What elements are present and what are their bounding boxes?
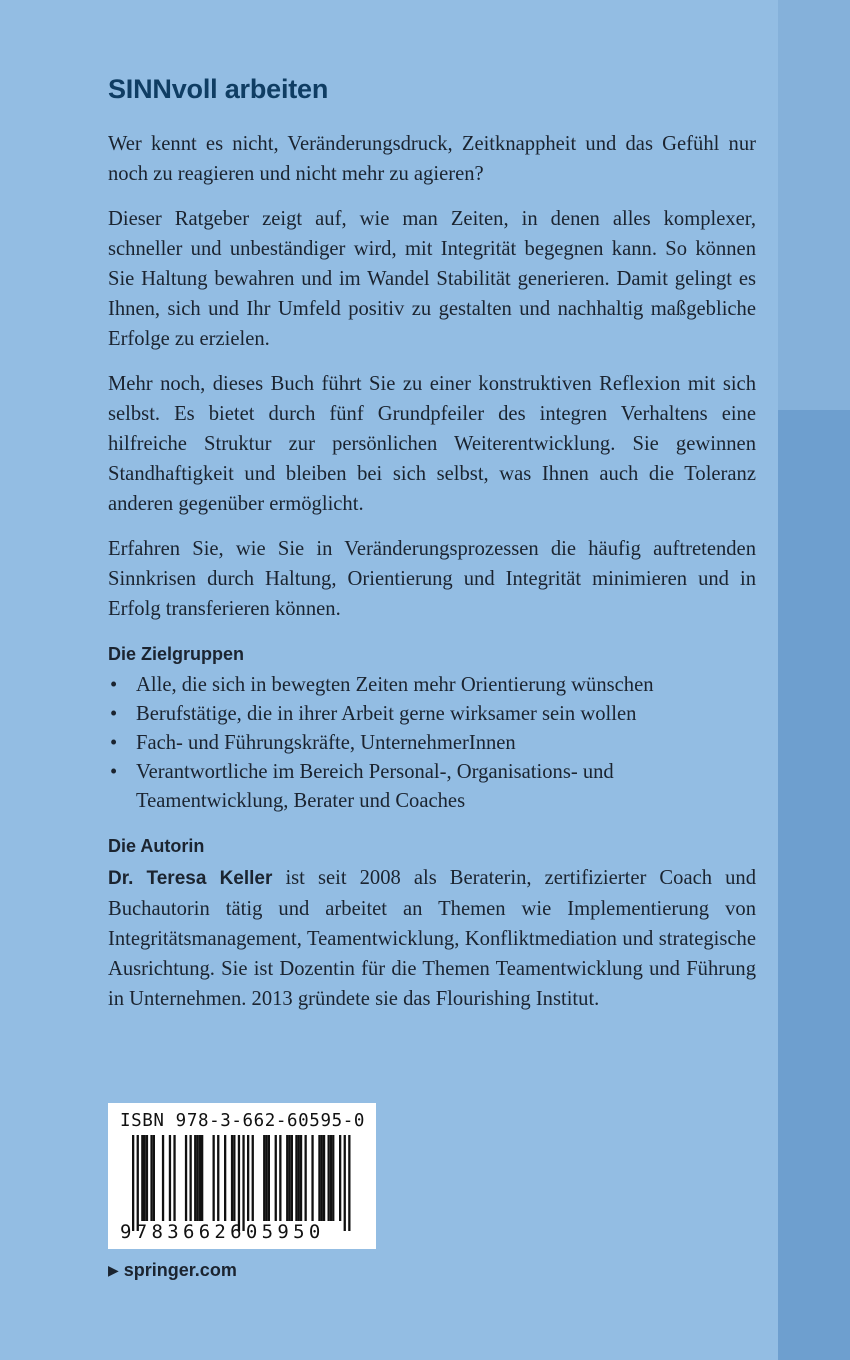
triangle-right-icon: ▶ (108, 1262, 119, 1278)
barcode-bar (265, 1135, 267, 1221)
barcode-bar (286, 1135, 288, 1221)
list-item: • Berufstätige, die in ihrer Arbeit gerne wirksamer sein wollen (108, 700, 756, 729)
bullet-icon: • (110, 674, 118, 696)
barcode-bar (311, 1135, 313, 1221)
barcode-bar (339, 1135, 341, 1221)
barcode-bar (199, 1135, 201, 1221)
barcode-bar (252, 1135, 254, 1221)
barcode-bar (141, 1135, 143, 1221)
barcode-bar (247, 1135, 249, 1221)
barcode-bar (305, 1135, 307, 1221)
barcode-bar (291, 1135, 293, 1221)
barcode-bar (153, 1135, 155, 1221)
barcode-bar (185, 1135, 187, 1221)
barcode-bar (268, 1135, 270, 1221)
list-item: • Verantwortliche im Bereich Personal-, Organisations- und Teamentwicklung, Berater und Coaches (108, 758, 756, 816)
barcode-bar (169, 1135, 171, 1221)
blurb-paragraph-3: Mehr noch, dieses Buch führt Sie zu einer konstruktiven Reflexion mit sich selbst. Es bietet durch fünf Grundpfeiler des integren Verhaltens eine hilfreiche Struktur zur persönlichen Weiterentwicklung. Sie gewinnen Standhaftigkeit und bleiben bei sich selbst, was Ihnen auch die Toleranz anderen gegenüber ermöglicht. (108, 373, 756, 515)
target-groups-heading: Die Zielgruppen (108, 644, 245, 664)
author-bio-text: ist seit 2008 als Beraterin, zertifizierter Coach und Buchautorin tätig und arbeitet an Themen wie Implementierung von Integritätsmanagement, Teamentwicklung, Konfliktmediation und strategische Ausrichtung. Sie ist Dozentin für die Themen Teamentwicklung und Führung in Unternehmen. 2013 gründete sie das Flourishing Institut. (108, 867, 756, 1010)
barcode-bar (194, 1135, 196, 1221)
bullet-icon: • (110, 732, 118, 754)
barcode-bar (332, 1135, 334, 1221)
author-heading: Die Autorin (108, 836, 205, 856)
barcode-bar (323, 1135, 325, 1221)
barcode-bar (162, 1135, 164, 1221)
barcode-bar (295, 1135, 297, 1221)
barcode-bar (224, 1135, 226, 1221)
barcode-bar (201, 1135, 203, 1221)
barcode-bar (173, 1135, 175, 1221)
barcode-bar (330, 1135, 332, 1221)
bullet-icon: • (110, 761, 118, 783)
barcode-bar (150, 1135, 152, 1221)
spine-strip-lower (778, 410, 850, 1360)
barcode-bar (238, 1135, 240, 1231)
barcode-bar (348, 1135, 350, 1231)
barcode-bar (279, 1135, 281, 1221)
barcode-bar (233, 1135, 235, 1221)
barcode-bar (300, 1135, 302, 1221)
bullet-icon: • (110, 703, 118, 725)
barcode-bar (318, 1135, 320, 1221)
barcode-bar (288, 1135, 290, 1221)
barcode-bar (146, 1135, 148, 1221)
author-bio (108, 863, 756, 1014)
isbn-label: ISBN 978-3-662-60595-0 (120, 1111, 365, 1131)
blurb-paragraph-1: Wer kennt es nicht, Veränderungsdruck, Zeitknappheit und das Gefühl nur noch zu reagieren und nicht mehr zu agieren? (108, 133, 756, 185)
barcode-bar (263, 1135, 265, 1221)
target-groups-list (108, 671, 756, 816)
barcode-bar (231, 1135, 233, 1221)
barcode-bar (275, 1135, 277, 1221)
barcode-bar (217, 1135, 219, 1221)
barcode-bar (144, 1135, 146, 1221)
barcode-bar (298, 1135, 300, 1221)
publisher-link[interactable] (108, 1260, 237, 1281)
barcode-bar (190, 1135, 192, 1221)
barcode-bar (137, 1135, 139, 1231)
ean-digits: 9783662605950 (120, 1221, 325, 1243)
barcode-bar (344, 1135, 346, 1231)
barcode-bar (196, 1135, 198, 1221)
barcode-bar (132, 1135, 134, 1231)
book-title: SINNvoll arbeiten (108, 74, 329, 104)
list-item: • Fach- und Führungskräfte, UnternehmerInnen (108, 729, 756, 758)
list-item: • Alle, die sich in bewegten Zeiten mehr Orientierung wünschen (108, 671, 756, 700)
barcode-bar (328, 1135, 330, 1221)
back-cover-content (108, 74, 756, 1029)
author-name: Dr. Teresa Keller (108, 868, 273, 889)
barcode-bar (321, 1135, 323, 1221)
blurb-paragraph-2: Dieser Ratgeber zeigt auf, wie man Zeiten, in denen alles komplexer, schneller und unbeständiger wird, mit Integrität begegnen kann. So können Sie Haltung bewahren und im Wandel Stabilität generieren. Damit gelingt es Ihnen, sich und Ihr Umfeld positiv zu gestalten und nachhaltig maßgebliche Erfolge zu erzielen. (108, 208, 756, 350)
barcode-bar (242, 1135, 244, 1231)
barcode-bar (213, 1135, 215, 1221)
isbn-barcode (108, 1103, 376, 1249)
blurb-paragraph-4: Erfahren Sie, wie Sie in Veränderungsprozessen die häufig auftretenden Sinnkrisen durch Haltung, Orientierung und Integrität minimieren und in Erfolg transferieren können. (108, 538, 756, 620)
publisher-url: springer.com (123, 1260, 237, 1280)
